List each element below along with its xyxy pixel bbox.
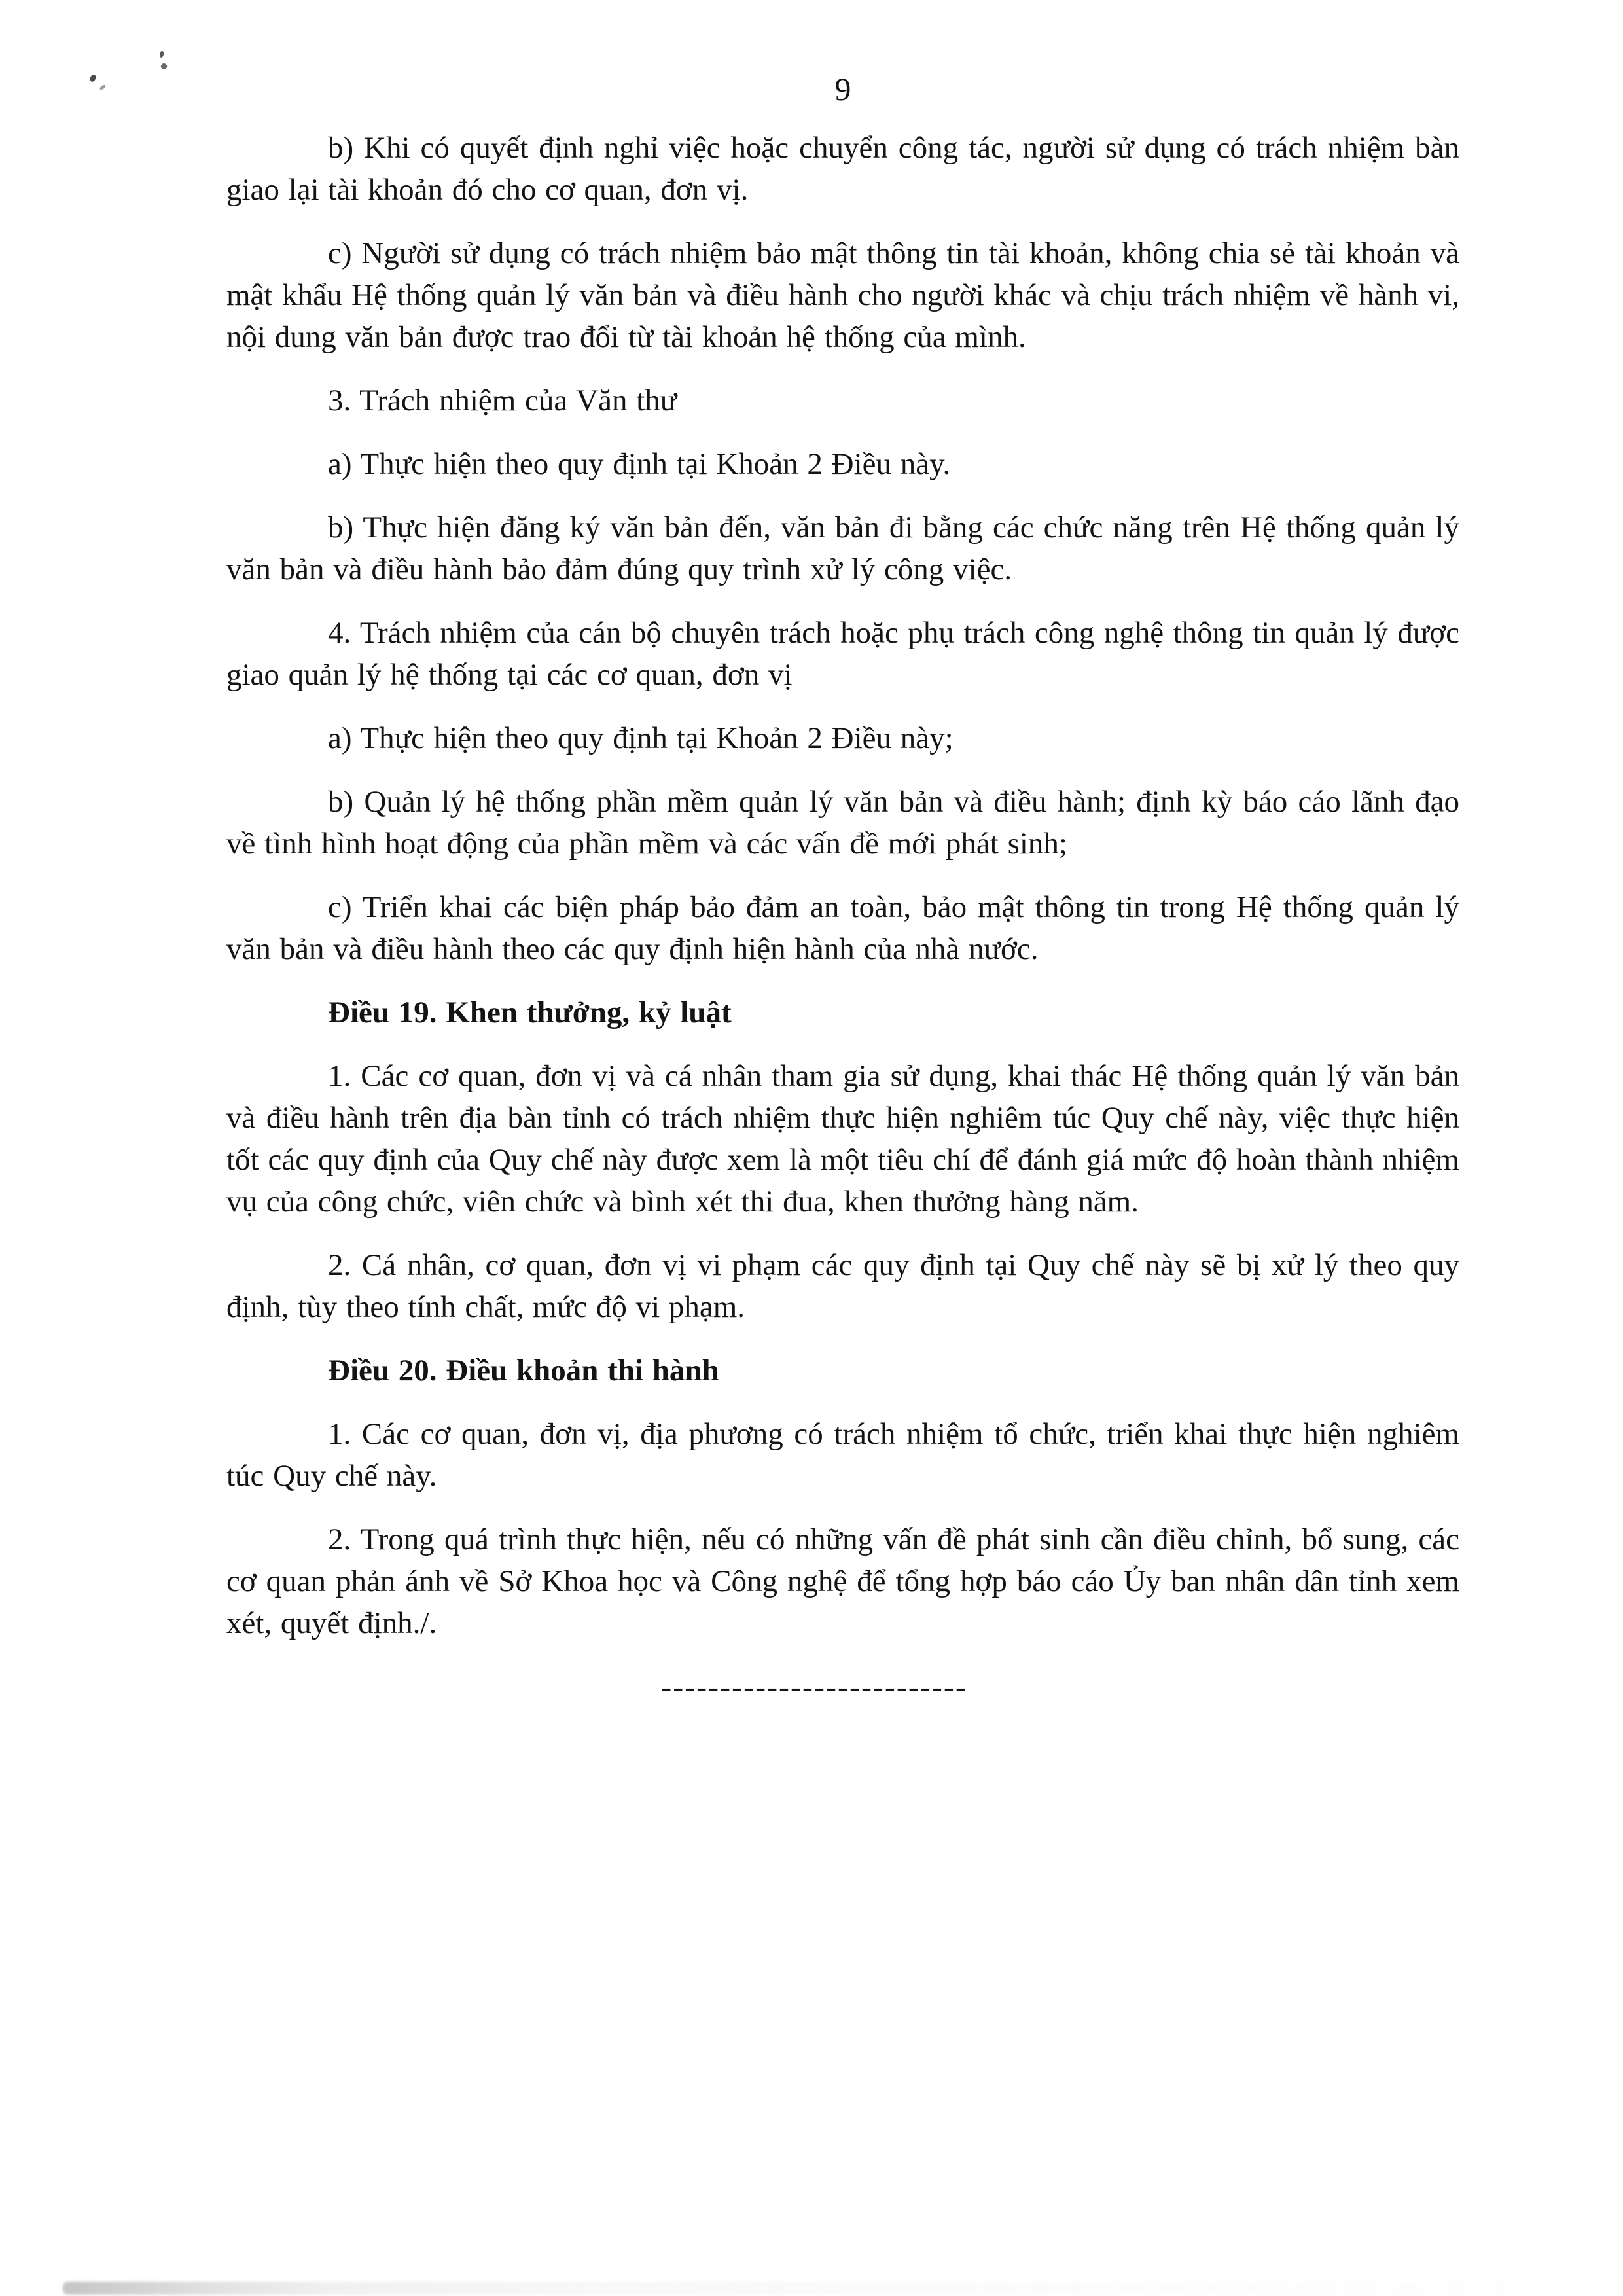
section-heading-dieu-19: Điều 19. Khen thưởng, kỷ luật [328, 996, 732, 1030]
paragraph-4c-security-measures: c) Triển khai các biện pháp bảo đảm an toàn, bảo mật thông tin trong Hệ thống quản lý văn bản và điều hành theo các quy định hiện hành của nhà nước. [226, 890, 1459, 966]
paragraph-3-van-thu-responsibility: 3. Trách nhiệm của Văn thư [328, 384, 677, 418]
ink-speck [89, 74, 96, 82]
scan-artifact [63, 2282, 1568, 2295]
paragraph-3a-khoan2: a) Thực hiện theo quy định tại Khoản 2 Điều này. [328, 447, 951, 481]
paragraph-20-1-implementation: 1. Các cơ quan, đơn vị, địa phương có trách nhiệm tổ chức, triển khai thực hiện nghiêm túc Quy chế này. [226, 1417, 1459, 1493]
end-separator: -------------------------- [661, 1670, 967, 1704]
paragraph-19-1-compliance: 1. Các cơ quan, đơn vị và cá nhân tham gia sử dụng, khai thác Hệ thống quản lý văn bản và điều hành trên địa bàn tỉnh có trách nhiệm thực hiện nghiêm túc Quy chế này, việc thực hiện tốt các quy định của Quy chế này được xem là một tiêu chí để đánh giá mức độ hoàn thành nhiệm vụ của công chức, viên chức và bình xét thi đua, khen thưởng hàng năm. [226, 1059, 1459, 1219]
paragraph-19-2-violations: 2. Cá nhân, cơ quan, đơn vị vi phạm các quy định tại Quy chế này sẽ bị xử lý theo quy định, tùy theo tính chất, mức độ vi phạm. [226, 1248, 1459, 1324]
paragraph-4b-manage-software: b) Quản lý hệ thống phần mềm quản lý văn bản và điều hành; định kỳ báo cáo lãnh đạo về tình hình hoạt động của phần mềm và các vấn đề mới phát sinh; [226, 785, 1459, 861]
section-heading-dieu-20: Điều 20. Điều khoản thi hành [328, 1354, 719, 1388]
ink-speck [159, 51, 164, 58]
paragraph-4a-khoan2: a) Thực hiện theo quy định tại Khoản 2 Điều này; [328, 721, 954, 755]
page-number: 9 [834, 71, 851, 107]
paragraph-4-it-staff-responsibility: 4. Trách nhiệm của cán bộ chuyên trách hoặc phụ trách công nghệ thông tin quản lý được giao quản lý hệ thống tại các cơ quan, đơn vị [226, 616, 1459, 692]
paragraph-20-2-feedback: 2. Trong quá trình thực hiện, nếu có những vấn đề phát sinh cần điều chỉnh, bổ sung, các cơ quan phản ánh về Sở Khoa học và Công nghệ để tổng hợp báo cáo Ủy ban nhân dân tỉnh xem xét, quyết định./. [226, 1522, 1459, 1640]
paragraph-b-account-handover: b) Khi có quyết định nghỉ việc hoặc chuyển công tác, người sử dụng có trách nhiệm bàn giao lại tài khoản đó cho cơ quan, đơn vị. [226, 131, 1459, 207]
paragraph-3b-register-documents: b) Thực hiện đăng ký văn bản đến, văn bản đi bằng các chức năng trên Hệ thống quản lý văn bản và điều hành bảo đảm đúng quy trình xử lý công việc. [226, 511, 1459, 586]
ink-speck [99, 84, 106, 90]
paragraph-c-account-security: c) Người sử dụng có trách nhiệm bảo mật thông tin tài khoản, không chia sẻ tài khoản và mật khẩu Hệ thống quản lý văn bản và điều hành cho người khác và chịu trách nhiệm về hành vi, nội dung văn bản được trao đổi từ tài khoản hệ thống của mình. [226, 236, 1459, 354]
ink-speck [160, 62, 168, 71]
